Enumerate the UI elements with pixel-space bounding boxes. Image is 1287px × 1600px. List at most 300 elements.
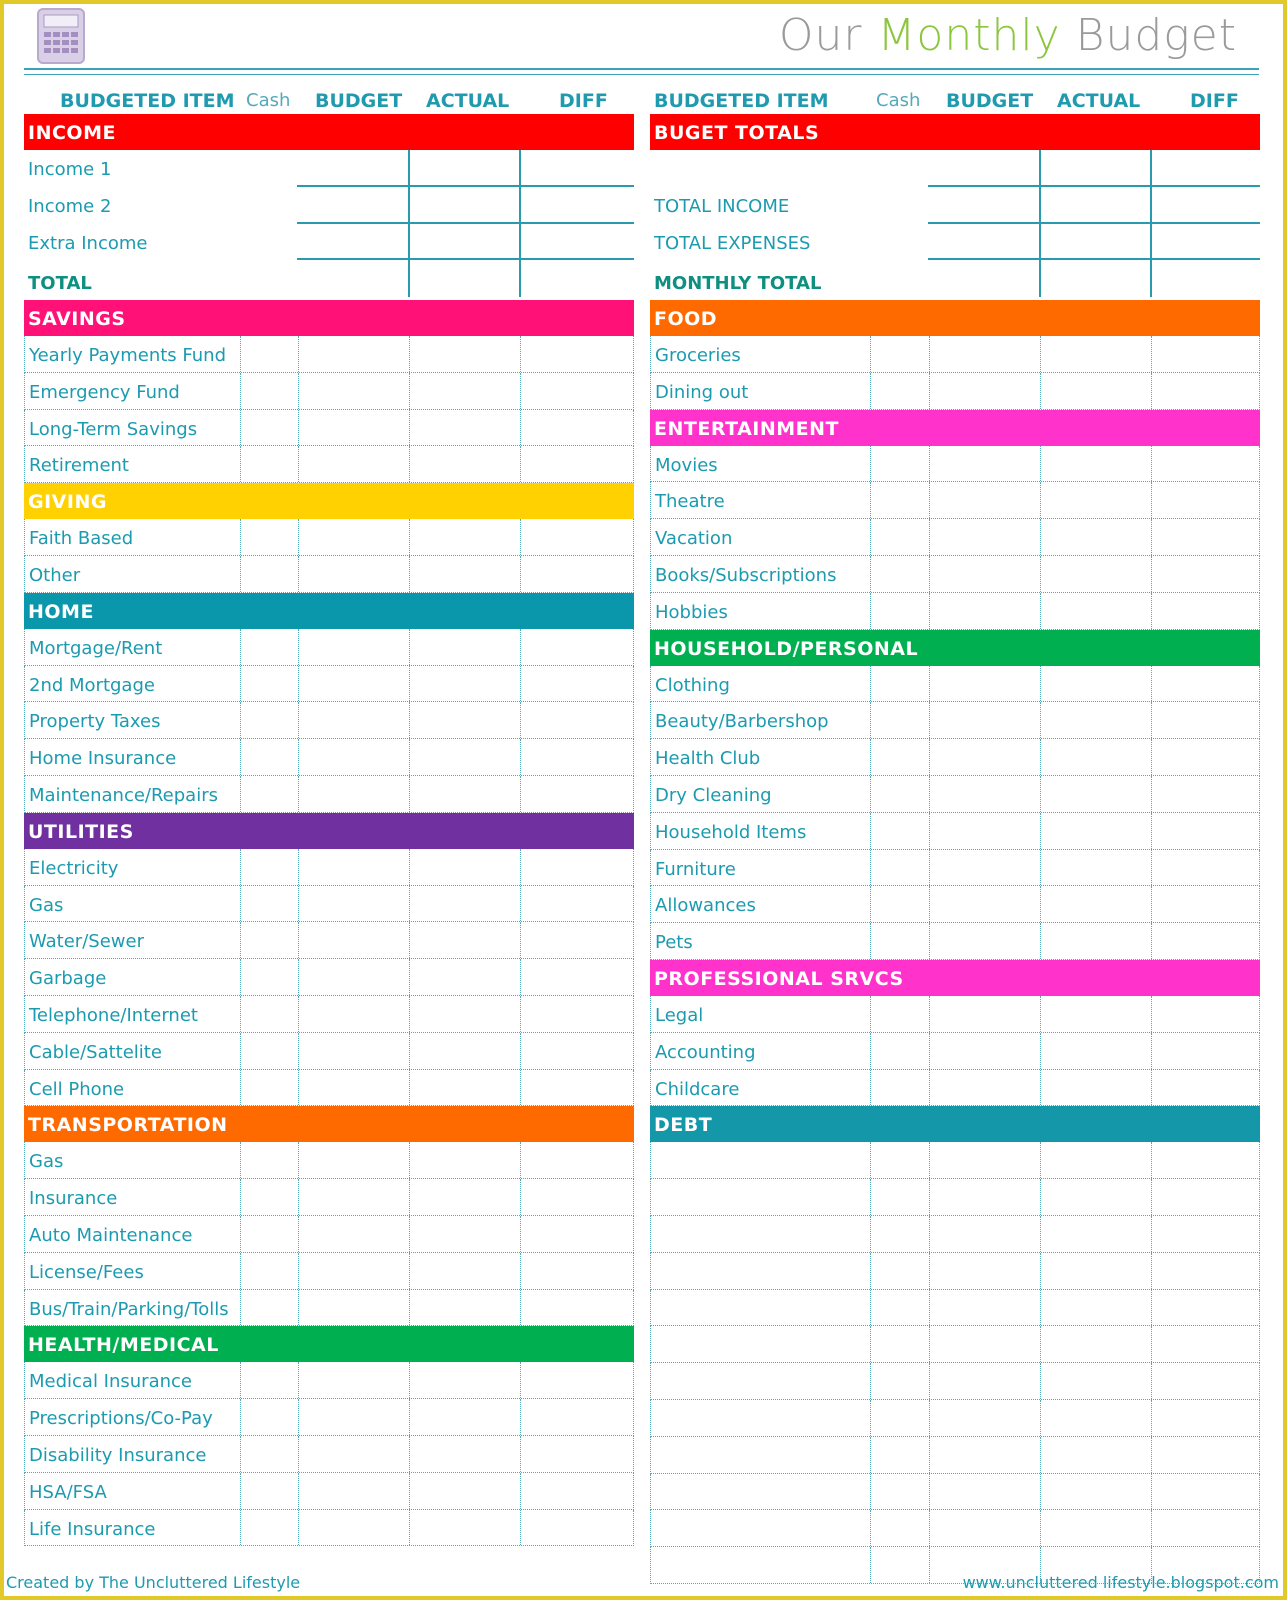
section-header-totals: BUGET TOTALS xyxy=(650,114,1260,150)
cell-divider xyxy=(520,373,521,409)
cell-divider xyxy=(298,556,299,592)
cell-divider xyxy=(870,1400,871,1436)
header-rule xyxy=(24,68,1259,70)
cell-divider xyxy=(240,739,241,775)
row-label: Accounting xyxy=(655,1041,756,1063)
cell-divider xyxy=(409,996,410,1032)
cell-divider xyxy=(929,1290,930,1326)
cell-divider xyxy=(1151,556,1152,592)
list-item xyxy=(24,996,634,1033)
list-item xyxy=(650,996,1260,1033)
list-item xyxy=(24,922,634,959)
cell-divider xyxy=(409,1436,410,1472)
cell-divider xyxy=(1040,1142,1041,1178)
cell-divider xyxy=(240,556,241,592)
cell-divider xyxy=(298,1253,299,1289)
entry-divider xyxy=(519,260,521,297)
total-row xyxy=(24,260,634,297)
cell-divider xyxy=(929,1437,930,1473)
row-label: Electricity xyxy=(29,857,119,879)
list-item xyxy=(24,1253,634,1290)
section-header-food: FOOD xyxy=(650,300,1260,336)
list-item xyxy=(24,1033,634,1070)
row-label: Theatre xyxy=(655,491,725,513)
budget-page xyxy=(4,4,1283,1596)
list-item xyxy=(650,1363,1260,1400)
list-item xyxy=(650,1400,1260,1437)
entry-divider xyxy=(519,224,521,261)
list-item xyxy=(650,446,1260,483)
cell-divider xyxy=(409,959,410,995)
cell-divider xyxy=(520,1436,521,1472)
cell-divider xyxy=(1040,1253,1041,1289)
list-item xyxy=(24,446,634,483)
row-label: Emergency Fund xyxy=(29,381,180,403)
list-item xyxy=(24,959,634,996)
cell-divider xyxy=(1040,813,1041,849)
cell-divider xyxy=(929,336,930,372)
row-label: Medical Insurance xyxy=(29,1371,192,1393)
cell-divider xyxy=(1151,1216,1152,1252)
list-item xyxy=(24,373,634,410)
list-item xyxy=(650,739,1260,776)
cell-divider xyxy=(298,410,299,446)
cell-divider xyxy=(520,629,521,665)
cell-divider xyxy=(409,446,410,482)
cell-divider xyxy=(298,1510,299,1546)
cell-divider xyxy=(298,1436,299,1472)
cell-divider xyxy=(929,666,930,702)
row-label: Water/Sewer xyxy=(29,931,144,953)
cell-divider xyxy=(1151,1070,1152,1106)
cell-divider xyxy=(520,959,521,995)
row-label: Extra Income xyxy=(28,232,148,254)
cell-divider xyxy=(240,629,241,665)
total-row xyxy=(650,260,1260,297)
row-label: Cell Phone xyxy=(29,1078,125,1100)
list-item xyxy=(650,519,1260,556)
entry-divider xyxy=(1150,150,1152,187)
cell-divider xyxy=(520,886,521,922)
list-item xyxy=(24,666,634,703)
cell-divider xyxy=(520,556,521,592)
summary-row xyxy=(650,150,1260,187)
row-label: Household Items xyxy=(655,821,807,843)
cell-divider xyxy=(1151,519,1152,555)
cell-divider xyxy=(240,336,241,372)
list-item xyxy=(650,593,1260,630)
row-label: Furniture xyxy=(655,858,736,880)
list-item xyxy=(24,1070,634,1107)
cell-divider xyxy=(929,886,930,922)
entry-divider xyxy=(408,224,410,261)
cell-divider xyxy=(298,373,299,409)
row-label: Insurance xyxy=(29,1188,118,1210)
cell-divider xyxy=(520,922,521,958)
entry-divider xyxy=(408,260,410,297)
cell-divider xyxy=(1040,776,1041,812)
summary-row xyxy=(24,187,634,224)
cell-divider xyxy=(1040,1033,1041,1069)
cell-divider xyxy=(298,1399,299,1435)
cell-divider xyxy=(870,739,871,775)
cell-divider xyxy=(929,446,930,482)
cell-divider xyxy=(1040,923,1041,959)
row-label: Allowances xyxy=(655,895,756,917)
row-label: Retirement xyxy=(29,455,129,477)
cell-divider xyxy=(1151,1179,1152,1215)
cell-divider xyxy=(929,813,930,849)
cell-divider xyxy=(1040,1400,1041,1436)
cell-divider xyxy=(298,849,299,885)
cell-divider xyxy=(409,1179,410,1215)
cell-divider xyxy=(1040,996,1041,1032)
list-item xyxy=(650,1216,1260,1253)
cell-divider xyxy=(870,373,871,409)
cell-divider xyxy=(240,519,241,555)
cell-divider xyxy=(298,739,299,775)
cell-divider xyxy=(240,666,241,702)
column-headers-left xyxy=(24,90,634,114)
row-label: Home Insurance xyxy=(29,748,177,770)
section-header-home: HOME xyxy=(24,593,634,629)
list-item xyxy=(650,1510,1260,1547)
cell-divider xyxy=(1040,1510,1041,1546)
cell-divider xyxy=(240,996,241,1032)
entry-divider xyxy=(1039,260,1041,297)
cell-divider xyxy=(1151,593,1152,629)
cell-divider xyxy=(298,1362,299,1398)
cell-divider xyxy=(520,1362,521,1398)
cell-divider xyxy=(870,1510,871,1546)
cell-divider xyxy=(520,1070,521,1106)
cell-divider xyxy=(929,593,930,629)
cell-divider xyxy=(409,1362,410,1398)
cell-divider xyxy=(1151,482,1152,518)
cell-divider xyxy=(870,813,871,849)
cell-divider xyxy=(240,1179,241,1215)
row-label: Long-Term Savings xyxy=(29,418,198,440)
cell-divider xyxy=(870,886,871,922)
cell-divider xyxy=(520,666,521,702)
section-header-household: HOUSEHOLD/PERSONAL xyxy=(650,630,1260,666)
cell-divider xyxy=(298,519,299,555)
cell-divider xyxy=(1151,702,1152,738)
cell-divider xyxy=(929,1547,930,1583)
cell-divider xyxy=(240,1033,241,1069)
cell-divider xyxy=(409,336,410,372)
row-label: Prescriptions/Co-Pay xyxy=(29,1408,213,1430)
cell-divider xyxy=(870,1216,871,1252)
list-item xyxy=(24,776,634,813)
cell-divider xyxy=(409,1399,410,1435)
list-item xyxy=(650,886,1260,923)
cell-divider xyxy=(298,336,299,372)
cell-divider xyxy=(1040,702,1041,738)
footer-credit: Created by The Uncluttered Lifestyle xyxy=(6,1573,301,1592)
row-label: Groceries xyxy=(655,345,741,366)
cell-divider xyxy=(520,996,521,1032)
list-item xyxy=(650,1070,1260,1107)
summary-row xyxy=(650,224,1260,261)
cell-divider xyxy=(1151,446,1152,482)
column-header-budget: BUDGET xyxy=(946,90,1034,112)
cell-divider xyxy=(1040,556,1041,592)
cell-divider xyxy=(409,666,410,702)
cell-divider xyxy=(929,996,930,1032)
list-item xyxy=(24,1362,634,1399)
cell-divider xyxy=(240,373,241,409)
cell-divider xyxy=(929,556,930,592)
row-label: Movies xyxy=(655,454,718,476)
row-label: Income 1 xyxy=(28,159,112,180)
cell-divider xyxy=(1151,850,1152,886)
row-label: Telephone/Internet xyxy=(29,1005,198,1026)
cell-divider xyxy=(870,1033,871,1069)
cell-divider xyxy=(409,519,410,555)
row-label: Gas xyxy=(29,894,64,916)
list-item xyxy=(650,556,1260,593)
cell-divider xyxy=(409,1253,410,1289)
cell-divider xyxy=(520,1179,521,1215)
cell-divider xyxy=(1151,373,1152,409)
list-item xyxy=(24,886,634,923)
cell-divider xyxy=(298,629,299,665)
cell-divider xyxy=(1040,373,1041,409)
cell-divider xyxy=(298,446,299,482)
cell-divider xyxy=(520,776,521,812)
cell-divider xyxy=(1151,1290,1152,1326)
cell-divider xyxy=(1040,336,1041,372)
column-header-diff: DIFF xyxy=(1190,90,1239,112)
list-item xyxy=(650,1326,1260,1363)
cell-divider xyxy=(870,996,871,1032)
row-label: Clothing xyxy=(655,674,730,696)
entry-divider xyxy=(519,150,521,187)
list-item xyxy=(24,1510,634,1547)
cell-divider xyxy=(240,1362,241,1398)
cell-divider xyxy=(298,922,299,958)
row-label: Dry Cleaning xyxy=(655,785,772,806)
cell-divider xyxy=(870,666,871,702)
row-label: Maintenance/Repairs xyxy=(29,785,218,806)
cell-divider xyxy=(1151,1400,1152,1436)
row-label: 2nd Mortgage xyxy=(29,674,155,696)
list-item xyxy=(24,1179,634,1216)
cell-divider xyxy=(409,1290,410,1326)
cell-divider xyxy=(1151,1363,1152,1399)
section-header-savings: SAVINGS xyxy=(24,300,634,336)
cell-divider xyxy=(409,739,410,775)
cell-divider xyxy=(929,702,930,738)
entry-divider xyxy=(1039,224,1041,261)
cell-divider xyxy=(298,1216,299,1252)
cell-divider xyxy=(1040,446,1041,482)
cell-divider xyxy=(1040,1216,1041,1252)
list-item xyxy=(24,410,634,447)
cell-divider xyxy=(240,1473,241,1509)
entry-divider xyxy=(1039,150,1041,187)
cell-divider xyxy=(240,1216,241,1252)
cell-divider xyxy=(520,1033,521,1069)
cell-divider xyxy=(520,739,521,775)
cell-divider xyxy=(929,1510,930,1546)
row-label: Cable/Sattelite xyxy=(29,1041,162,1063)
cell-divider xyxy=(929,1253,930,1289)
cell-divider xyxy=(870,1437,871,1473)
cell-divider xyxy=(870,1547,871,1583)
cell-divider xyxy=(929,519,930,555)
cell-divider xyxy=(409,922,410,958)
cell-divider xyxy=(929,1142,930,1178)
section-header-giving: GIVING xyxy=(24,483,634,519)
list-item xyxy=(24,1142,634,1179)
cell-divider xyxy=(1040,886,1041,922)
cell-divider xyxy=(240,1253,241,1289)
section-header-professional: PROFESSIONAL SRVCS xyxy=(650,960,1260,996)
cell-divider xyxy=(929,482,930,518)
row-label: Beauty/Barbershop xyxy=(655,711,829,733)
row-label: Property Taxes xyxy=(29,711,161,733)
entry-divider xyxy=(519,187,521,224)
column-header-cash: Cash xyxy=(246,90,291,111)
total-label: TOTAL xyxy=(28,273,92,295)
section-header-entertainment: ENTERTAINMENT xyxy=(650,410,1260,446)
cell-divider xyxy=(298,1290,299,1326)
list-item xyxy=(650,666,1260,703)
cell-divider xyxy=(298,1033,299,1069)
cell-divider xyxy=(298,996,299,1032)
cell-divider xyxy=(1151,886,1152,922)
row-label: Disability Insurance xyxy=(29,1445,207,1466)
cell-divider xyxy=(1040,666,1041,702)
cell-divider xyxy=(520,1290,521,1326)
cell-divider xyxy=(1151,813,1152,849)
row-label: Yearly Payments Fund xyxy=(29,345,226,366)
section-header-debt: DEBT xyxy=(650,1106,1260,1142)
cell-divider xyxy=(870,336,871,372)
cell-divider xyxy=(409,1216,410,1252)
row-label: Books/Subscriptions xyxy=(655,565,837,586)
cell-divider xyxy=(240,922,241,958)
list-item xyxy=(650,702,1260,739)
list-item xyxy=(650,1437,1260,1474)
cell-divider xyxy=(409,629,410,665)
list-item xyxy=(650,1179,1260,1216)
entry-divider xyxy=(1039,187,1041,224)
list-item xyxy=(24,1473,634,1510)
cell-divider xyxy=(929,1070,930,1106)
row-label: HSA/FSA xyxy=(29,1481,107,1503)
cell-divider xyxy=(520,446,521,482)
cell-divider xyxy=(929,1474,930,1510)
cell-divider xyxy=(409,1473,410,1509)
title-word-1: Our xyxy=(778,10,863,61)
row-label: Hobbies xyxy=(655,601,728,623)
cell-divider xyxy=(298,702,299,738)
column-header-diff: DIFF xyxy=(559,90,608,112)
row-label: Income 2 xyxy=(28,195,112,217)
list-item xyxy=(650,1033,1260,1070)
cell-divider xyxy=(298,959,299,995)
cell-divider xyxy=(1040,593,1041,629)
list-item xyxy=(650,850,1260,887)
cell-divider xyxy=(409,1142,410,1178)
header-rule-thin xyxy=(24,74,1259,75)
cell-divider xyxy=(1151,1510,1152,1546)
cell-divider xyxy=(1040,850,1041,886)
cell-divider xyxy=(240,702,241,738)
cell-divider xyxy=(1151,1142,1152,1178)
cell-divider xyxy=(240,446,241,482)
cell-divider xyxy=(870,776,871,812)
column-header-item: BUDGETED ITEM xyxy=(654,90,829,112)
cell-divider xyxy=(1151,1326,1152,1362)
cell-divider xyxy=(240,959,241,995)
cell-divider xyxy=(1151,739,1152,775)
cell-divider xyxy=(240,1070,241,1106)
cell-divider xyxy=(870,702,871,738)
row-label: Gas xyxy=(29,1151,64,1173)
cell-divider xyxy=(870,1363,871,1399)
entry-divider xyxy=(408,150,410,187)
list-item xyxy=(24,1399,634,1436)
list-item xyxy=(24,336,634,373)
cell-divider xyxy=(240,776,241,812)
cell-divider xyxy=(520,849,521,885)
cell-divider xyxy=(870,1253,871,1289)
section-header-health: HEALTH/MEDICAL xyxy=(24,1326,634,1362)
list-item xyxy=(650,1290,1260,1327)
cell-divider xyxy=(1151,1474,1152,1510)
cell-divider xyxy=(929,1326,930,1362)
cell-divider xyxy=(1040,739,1041,775)
cell-divider xyxy=(1151,666,1152,702)
cell-divider xyxy=(520,519,521,555)
column-header-cash: Cash xyxy=(876,90,921,111)
summary-row xyxy=(24,224,634,261)
cell-divider xyxy=(520,336,521,372)
cell-divider xyxy=(929,739,930,775)
cell-divider xyxy=(1151,776,1152,812)
row-label: License/Fees xyxy=(29,1261,144,1283)
calculator-icon xyxy=(36,7,86,65)
summary-row xyxy=(650,187,1260,224)
cell-divider xyxy=(240,1399,241,1435)
cell-divider xyxy=(870,482,871,518)
cell-divider xyxy=(409,556,410,592)
cell-divider xyxy=(1151,1033,1152,1069)
cell-divider xyxy=(1040,1179,1041,1215)
cell-divider xyxy=(298,776,299,812)
cell-divider xyxy=(1040,1437,1041,1473)
row-label: Legal xyxy=(655,1005,704,1026)
cell-divider xyxy=(870,1070,871,1106)
column-header-actual: ACTUAL xyxy=(426,90,510,112)
entry-divider xyxy=(1150,224,1152,261)
cell-divider xyxy=(240,1510,241,1546)
column-header-budget: BUDGET xyxy=(315,90,403,112)
total-label: MONTHLY TOTAL xyxy=(654,273,822,295)
row-label: Other xyxy=(29,565,81,586)
cell-divider xyxy=(870,1142,871,1178)
cell-divider xyxy=(409,776,410,812)
section-header-utilities: UTILITIES xyxy=(24,813,634,849)
cell-divider xyxy=(240,849,241,885)
list-item xyxy=(24,1216,634,1253)
cell-divider xyxy=(870,1474,871,1510)
list-item xyxy=(24,1290,634,1327)
